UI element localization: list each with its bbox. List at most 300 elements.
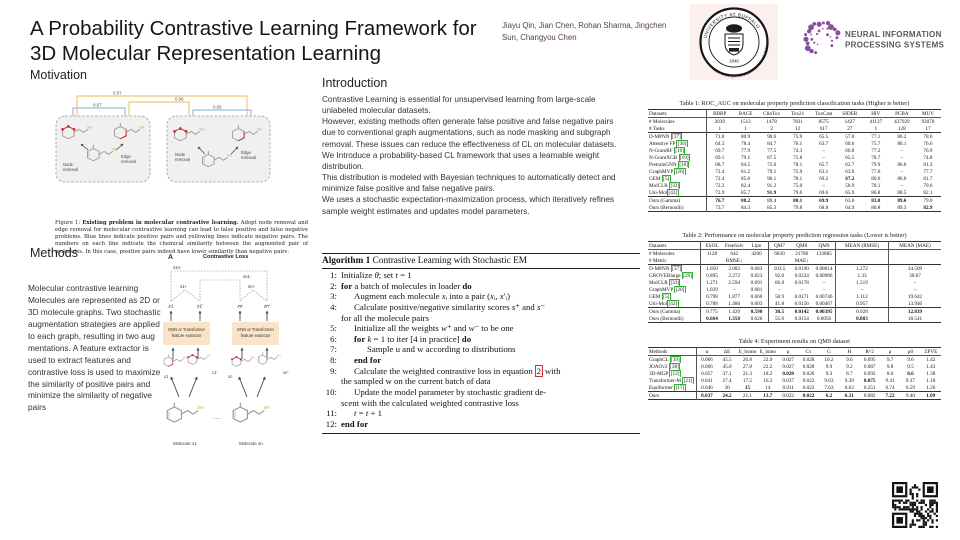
algorithm-line: for all the molecule pairs (341, 312, 429, 323)
value-cell: 65.7 (819, 161, 829, 168)
citation-ref: [19] (675, 147, 684, 154)
value-cell: 6.59 (905, 384, 915, 391)
value-cell: 1478 (766, 118, 777, 125)
value-cell: 82.9 (923, 204, 933, 211)
value-cell: 73.7 (707, 204, 733, 212)
citation-ref: [19] (679, 154, 689, 161)
value-cell (836, 257, 889, 265)
table-row (648, 250, 941, 258)
value-cell: 15 (744, 384, 751, 391)
neurips-swirl-icon (803, 21, 840, 54)
value-cell: SIDER (842, 110, 858, 117)
extractor-label: feature extractor (171, 333, 202, 338)
value-cell: 0.075 (863, 377, 876, 384)
citation-ref: [12] (670, 370, 680, 377)
value-cell: 89.4 (767, 197, 777, 204)
table-row (648, 242, 941, 250)
value-cell: 91.2 (767, 182, 777, 189)
value-cell: 1.112 (836, 293, 889, 300)
value-cell: – (822, 147, 825, 154)
citation-ref: [42] (668, 189, 678, 196)
value-cell: 78.1 (871, 182, 881, 189)
value-cell: PCBA (895, 110, 909, 117)
table1-grid (648, 109, 941, 212)
value-cell: 103.5 (768, 265, 791, 273)
citation-ref: [21] (683, 377, 693, 384)
value-cell: 6.2 (825, 392, 833, 399)
value-cell: 1.43 (926, 363, 936, 370)
value-cell: 74.8 (923, 154, 933, 161)
section-heading-introduction: Introduction (322, 76, 388, 90)
table4 (648, 338, 941, 400)
value-cell: 128 (897, 125, 906, 132)
augmentation-box-left (56, 116, 150, 182)
value-cell: 81.7 (923, 175, 933, 182)
value-cell: 26.8 (742, 356, 752, 363)
embedding-label: z1 (168, 304, 174, 310)
value-cell: 41127 (869, 118, 883, 125)
value-cell: 71.0 (707, 133, 733, 141)
citation-ref: [36] (677, 140, 687, 147)
value-cell: 58.9 (768, 293, 791, 300)
augmented-mol-label: x1 (164, 374, 169, 379)
value-cell: 80.9 (741, 133, 751, 140)
value-cell: 88.5 (897, 189, 907, 196)
table-row (648, 370, 941, 377)
value-cell: 0.788 (701, 300, 724, 308)
value-cell: 133885 (816, 250, 832, 257)
value-cell: 8.6 (907, 370, 914, 377)
value-cell: 84.5 (741, 161, 751, 168)
similarity-value: 0.67 (93, 102, 102, 108)
table-row (648, 286, 941, 293)
value-cell: 79.8 (793, 204, 803, 211)
value-cell: 68.8 (819, 204, 829, 211)
table-row (648, 315, 941, 323)
seal-year: 1846 (729, 58, 739, 64)
table2-grid (648, 241, 941, 323)
value-cell: 0.895 (701, 272, 724, 279)
algorithm-line: 10: Update the model parameter by stochastic gradient de- (325, 387, 547, 398)
value-cell: 7.63 (824, 384, 834, 391)
citation-ref: [20] (675, 168, 685, 175)
row-label-cell: # Molecules (649, 118, 675, 125)
value-cell: 85.6 (741, 175, 751, 182)
value-cell: 69.7 (707, 147, 733, 154)
citation-ref: [37] (672, 133, 681, 140)
algorithm-line: 3: Augment each molecule xᵢ into a pair (xᵢ, x′ᵢ) (330, 291, 510, 302)
value-cell: 77.7 (923, 168, 933, 175)
molecule-xn-label: Molecule xn (239, 441, 263, 446)
value-cell: 24.2 (722, 392, 732, 399)
paragraph-line: However, existing methods often generate false positive and false negative pairs due to conventional graph augmentations, such as node masking and subgraph removal. These issues can reduce the effectiveness of CL on molecular datasets. (322, 117, 617, 149)
score-label: sn1- (243, 274, 252, 279)
value-cell: 0.057 (697, 370, 717, 377)
qr-code (892, 482, 938, 528)
value-cell: 1.271 (701, 279, 724, 286)
value-cell: 30.67 (889, 272, 942, 279)
value-cell: 86.2 (897, 133, 907, 140)
value-cell: 12.839 (889, 308, 942, 316)
value-cell: 9.7 (886, 356, 894, 363)
value-cell: 642 (730, 250, 739, 257)
negative-score-line (200, 280, 240, 301)
methods-paragraph: Molecular contrastive learning Molecules are represented as 2D or 3D molecule graphs. Two stochastic augmentation strategies are applied to each graph, resulting in two aug mentations. A feature extractor is used to extract features and contrastive loss is used to maximize the similarity of positive pairs and minimize the similarity of negative pairs (28, 283, 161, 413)
value-cell: 82.4 (741, 182, 751, 189)
row-label-cell: Uni-Mol[42] (649, 189, 678, 196)
augmentation-box-right (167, 116, 270, 182)
value-cell: 41.8 (768, 300, 791, 308)
algorithm-line: 7: Sample u and w according to distributions (330, 344, 516, 355)
value-cell: 0.022 (802, 377, 815, 384)
value-cell: 13.7 (763, 392, 773, 399)
value-cell: 2.082 (728, 265, 741, 272)
value-cell: – (822, 279, 826, 286)
citation-ref: [38] (670, 363, 679, 370)
positive-pair-line (193, 110, 251, 116)
value-cell: 2.594 (728, 279, 741, 286)
score-label: s1+ (180, 284, 188, 289)
molecule-sketch (167, 403, 203, 423)
table-row (648, 182, 941, 189)
row-label-cell: Ours (Bernoulli) (649, 315, 684, 322)
row-label-cell: PretrainGNN [10] (649, 161, 689, 168)
molecule-sketch (233, 403, 269, 423)
value-cell: 0.603 (750, 300, 763, 307)
value-cell: 0.0224 (794, 272, 809, 279)
value-cell: 9.3 (825, 370, 833, 377)
node-removal-label: removal (63, 167, 78, 172)
value-cell: 0.095 (863, 356, 876, 363)
value-cell: 0.087 (863, 363, 876, 370)
table-row (648, 348, 941, 356)
row-label-cell: # Tasks (649, 125, 665, 132)
row-label-cell: Ours (Bernoulli) (649, 204, 684, 211)
value-cell: 72.2 (707, 182, 733, 189)
value-cell: 82.1 (923, 189, 933, 196)
value-cell: 21.3 (742, 370, 752, 377)
value-cell: 2 (770, 125, 773, 132)
value-cell: 4200 (751, 250, 762, 257)
value-cell: 9.6 (907, 356, 914, 363)
value-cell: 75.9 (793, 168, 803, 175)
citation-ref: [42] (668, 300, 678, 307)
value-cell: 0.026 (802, 370, 815, 377)
row-label-cell: JOAOv2 [38] (649, 363, 679, 370)
value-cell: – (822, 286, 826, 293)
value-cell: 90.6 (767, 133, 777, 140)
value-cell: 0.046 (697, 384, 717, 392)
value-cell: 45.5 (722, 356, 732, 363)
table-row (648, 363, 941, 370)
value-cell: 9.2 (846, 363, 853, 370)
value-cell: 80.6 (871, 175, 881, 182)
value-cell: 0.626 (750, 315, 763, 322)
row-label-cell: D-MPNN [37] (649, 265, 681, 272)
value-cell: 79.6 (793, 189, 803, 196)
value-cell: 64.9 (845, 204, 855, 211)
molecule-sketch (164, 354, 186, 366)
algorithm-line: 2: for a batch of molecules in loader do (330, 280, 472, 291)
table4-grid (648, 347, 941, 400)
equation-ref: 2 (536, 365, 542, 376)
table-row (648, 118, 941, 126)
value-cell: 0.683 (750, 265, 763, 272)
citation-ref: [5] (663, 293, 670, 300)
table2-title: Table 2: Performance on molecular property prediction regression tasks (Lower is better) (682, 232, 907, 239)
value-cell: 69.1 (707, 154, 733, 161)
value-cell: – (822, 154, 825, 161)
value-cell: 68.7 (707, 161, 733, 168)
value-cell: 91.9 (767, 189, 777, 196)
table2 (648, 232, 941, 323)
value-cell: 10.2 (824, 356, 834, 363)
value-cell: 86.6 (897, 175, 907, 182)
value-cell: 0.681 (750, 286, 763, 293)
poster-title-line1: A Probability Contrastive Learning Framework for (30, 17, 477, 40)
node-removal-label: Node (175, 152, 186, 157)
value-cell: 6.63 (844, 384, 854, 391)
value-cell: 1 (707, 125, 733, 133)
value-cell: 76.1 (793, 140, 803, 147)
value-cell: 72.4 (707, 168, 733, 175)
table-row (648, 110, 941, 118)
value-cell: 0.823 (750, 272, 763, 279)
value-cell: 58.9 (845, 182, 855, 189)
buffalo-icon (726, 24, 742, 32)
extractor-label: GNN or Transformer (167, 327, 206, 332)
row-label-cell: N-GramRF [19] (649, 147, 684, 154)
value-cell: 63.6 (845, 197, 855, 204)
value-cell: 437929 (894, 118, 910, 125)
value-cell: 77.1 (871, 133, 881, 140)
value-cell: 85.3 (767, 204, 777, 211)
value-cell: 69.6 (819, 189, 829, 196)
value-cell: 6.31 (844, 392, 854, 399)
citation-ref: [39] (671, 356, 680, 363)
value-cell: 9.41 (885, 377, 895, 384)
row-label-cell: N-GramXGB [19] (649, 154, 689, 161)
value-cell: 1.420 (728, 308, 741, 315)
value-cell: 79.1 (767, 168, 777, 175)
table-row (648, 175, 941, 182)
value-cell: – (900, 154, 904, 161)
value-cell: 13.940 (889, 300, 942, 308)
value-cell: 79.1 (741, 154, 751, 161)
value-cell: 76.7 (707, 197, 733, 205)
introduction-paragraph (322, 94, 628, 217)
similarity-value: 0.65 (213, 104, 222, 110)
algorithm-line: 8: end for (330, 355, 382, 366)
value-cell: 2039 (707, 118, 733, 126)
table1 (648, 100, 941, 212)
node-removal-label: removal (175, 157, 190, 162)
table-row (648, 189, 941, 197)
value-cell: 0.066 (697, 363, 717, 370)
paragraph-line: We uses a stochastic expectation-maximization process, which iteratively refines sample weight estimates and updates model parameters. (322, 195, 614, 216)
value-cell (836, 250, 889, 258)
value-cell: 1.42 (926, 356, 936, 363)
value-cell: 89.3 (897, 204, 907, 211)
value-cell: 0.0154 (794, 315, 809, 322)
value-cell: BBBP (707, 110, 733, 118)
citation-ref: [33] (670, 182, 680, 189)
value-cell: 78.1 (793, 161, 803, 168)
edge-removal-label: Edge (121, 154, 131, 159)
value-cell: 22.2 (763, 363, 773, 370)
value-cell: 0.028 (802, 363, 815, 370)
panel-label: A (168, 254, 174, 261)
row-label-cell: Equiformer [17] (649, 384, 685, 391)
value-cell: 65.5 (819, 133, 829, 140)
value-cell: – (800, 286, 804, 293)
value-cell: 0.00986 (815, 272, 833, 279)
value-cell: 9.39 (844, 377, 854, 384)
value-cell: R^2 (865, 348, 874, 355)
value-cell: Lipo (751, 242, 762, 249)
row-label-cell: GraphCL [39] (649, 356, 680, 363)
value-cell: 2.272 (728, 272, 741, 279)
value-cell: 1.33 (836, 272, 889, 279)
value-cell: 0.0056 (816, 315, 832, 322)
value-cell: 78.4 (741, 140, 751, 147)
row-label-cell: 3D-MGP [12] (649, 370, 680, 377)
paragraph-line: Contrastive Learning is essential for unsupervised learning from large-scale unlabeled molecular datasets. (322, 95, 596, 116)
row-label-cell: MolCLR [33] (649, 182, 680, 189)
table-row (648, 197, 941, 205)
algorithm-lines (322, 270, 640, 430)
value-cell: 19.642 (889, 293, 942, 300)
value-cell: 0.00395 (815, 308, 833, 315)
value-cell: 1.877 (728, 293, 741, 300)
value-cell: 9.40 (905, 392, 915, 399)
value-cell: 18.2 (763, 370, 773, 377)
value-cell: 77.5 (767, 147, 777, 154)
value-cell: 0.928 (836, 308, 889, 316)
value-cell: 66.8 (845, 147, 855, 154)
value-cell: – (900, 147, 904, 154)
algorithm-line: 1: Initialize θ; set t = 1 (330, 270, 412, 280)
extractor-label: feature extractor (240, 333, 271, 338)
value-cell: ESOL (701, 242, 724, 250)
row-label-cell: Ours (Gamma) (649, 197, 681, 204)
value-cell: 86.0 (897, 161, 907, 168)
value-cell: 74.3 (793, 147, 803, 154)
value-cell: 8.7 (846, 370, 853, 377)
edge-removal-label: removal (121, 159, 136, 164)
molecule-sketch (258, 352, 280, 364)
embedding-label: zn' (264, 304, 270, 310)
row-label-cell: Methods (649, 348, 668, 355)
section-heading-motivation: Motivation (30, 68, 87, 82)
row-label-cell: GraphMVP [20] (649, 286, 685, 293)
embedding-label: z1' (197, 304, 203, 310)
arrow-icon (189, 377, 197, 397)
value-cell: 1 (874, 125, 878, 132)
value-cell: 1.519 (836, 279, 889, 286)
value-cell: 80.8 (871, 204, 881, 211)
value-cell: 84.3 (741, 204, 751, 211)
value-cell: H (847, 348, 852, 355)
table-row (648, 161, 941, 168)
value-cell: – (900, 182, 904, 189)
table-row (648, 204, 941, 212)
value-cell: MEAN (MAE) (889, 242, 942, 250)
negative-pair-line (129, 102, 189, 116)
algorithm-title: Algorithm 1 Contrastive Learning with Stochastic EM (322, 254, 640, 269)
value-cell: BACE (738, 110, 753, 117)
table-row (648, 272, 941, 279)
row-label-cell: GraphMVP [20] (649, 168, 685, 175)
value-cell: 67.2 (845, 175, 855, 182)
value-cell: 79.6 (923, 182, 933, 189)
value-cell: E_homo (738, 348, 757, 355)
table-row (648, 257, 941, 265)
algorithm-line: 9: Calculate the weighted contrastive loss in equation 2 with (330, 365, 561, 376)
value-cell: 0.037 (782, 377, 795, 384)
value-cell: 1.029 (701, 286, 724, 293)
row-label-cell: Attentive FP [36] (649, 140, 687, 147)
table-row (648, 356, 941, 364)
value-cell: 72.6 (767, 161, 777, 168)
value-cell: 22.9 (763, 356, 773, 363)
value-cell: 0.011 (782, 384, 794, 391)
similarity-value: 0.97 (113, 90, 122, 96)
shield-icon (725, 34, 743, 55)
value-cell: 8.6 (886, 370, 894, 377)
value-cell: 0.020 (782, 370, 795, 377)
value-cell: 1513 (740, 118, 751, 125)
value-cell: 75.7 (871, 140, 881, 147)
similarity-value: 0.96 (175, 96, 184, 102)
value-cell: 7.22 (885, 392, 895, 399)
value-cell: 77.0 (871, 168, 881, 175)
contrastive-loss-label: Contrastive Loss (203, 254, 249, 260)
value-cell: Tox21 (791, 110, 805, 117)
value-cell: 1.480 (728, 300, 741, 307)
value-cell: 85.7 (741, 189, 751, 196)
figure1-caption: Figure 1: Existing problem in molecular contrastive learning. Adopt node removal and edge removal for molecular contrastive learning can lead to false positive and false negative problems. Blue lines indicate positive pairs and yellowing lines indicate negative pairs. The numbers on each line indicate the chemical similarity between the augmented pair of molecules. In this case, positive pairs indeed have lower similarity than negative pairs. (55, 220, 308, 255)
value-cell: μ (888, 348, 892, 355)
methods-diagram (163, 249, 321, 463)
value-cell: 69.9 (819, 197, 829, 204)
value-cell: RMSE↓ (725, 257, 743, 264)
row-label-cell: Ours (Gamma) (649, 308, 681, 315)
value-cell: FreeSolv (724, 242, 744, 249)
table-row (648, 279, 941, 286)
node-removal-label: Node (63, 162, 74, 167)
value-cell: μ0 (907, 348, 914, 355)
edge-removal-label: Edge (241, 150, 251, 155)
algorithm-line: 6: for k = 1 to iter [4 in practice] do (330, 333, 472, 344)
paragraph-line: This distribution is modeled with Bayesian techniques to automatically detect and minimize false positive and false negative pairs. (322, 173, 616, 194)
value-cell: – (889, 279, 942, 286)
value-cell: 0.691 (750, 279, 763, 286)
value-cell: 0.022 (802, 392, 815, 399)
value-cell: 78.1 (793, 175, 803, 182)
value-cell: 81.3 (923, 161, 933, 168)
value-cell: 0.092 (863, 370, 876, 377)
molecule-x1-label: Molecule x1 (173, 441, 197, 446)
value-cell: 75.8 (793, 154, 803, 161)
algorithm-line: 12: end for (325, 418, 369, 429)
value-cell: 55.6 (768, 315, 791, 323)
score-label: sn+ (248, 284, 256, 289)
value-cell: 27.4 (722, 377, 732, 384)
value-cell: 30 (724, 384, 730, 391)
row-label-cell: MolCLR [33] (649, 279, 680, 286)
value-cell: 80.8 (871, 189, 881, 196)
